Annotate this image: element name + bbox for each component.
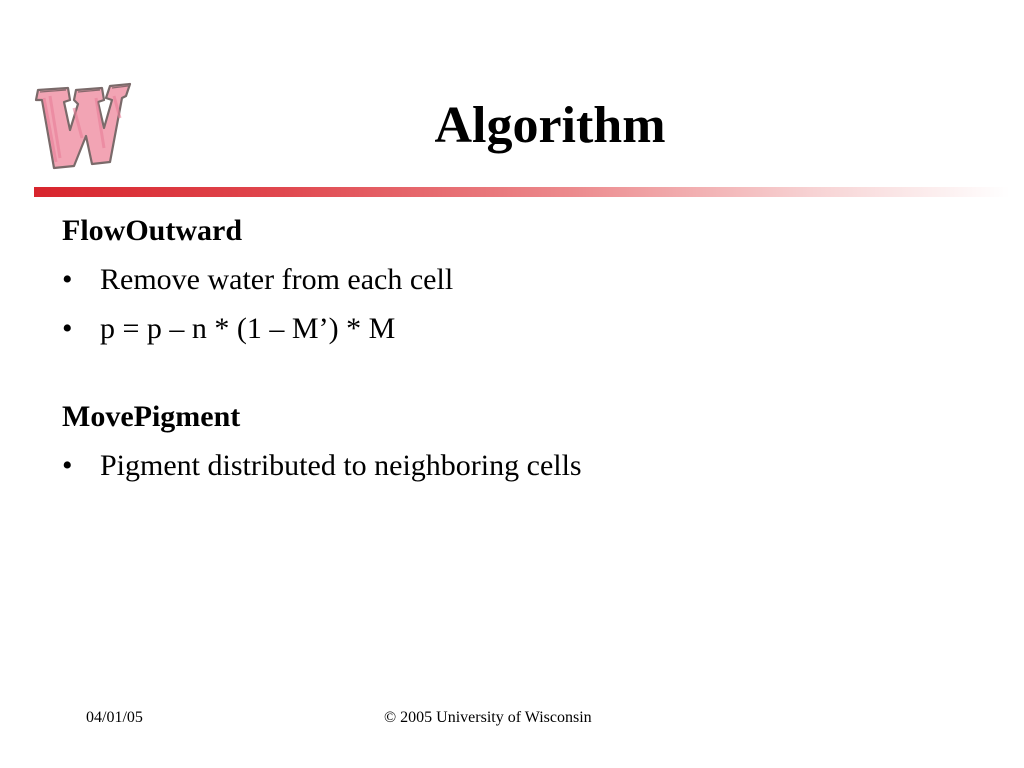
bullet-text: Remove water from each cell (100, 263, 454, 296)
footer-copyright: © 2005 University of Wisconsin (384, 709, 592, 726)
footer-date: 04/01/05 (86, 709, 143, 726)
section-spacer (62, 349, 982, 397)
slide-title: Algorithm (434, 97, 666, 154)
bullet-item (62, 446, 982, 486)
title-divider (34, 187, 1010, 197)
bullet-item (62, 309, 982, 349)
bullet-marker: • (62, 312, 73, 345)
bullet-marker: • (62, 263, 73, 296)
slide-body (62, 211, 982, 486)
bullet-item (62, 260, 982, 300)
bullet-marker: • (62, 449, 73, 482)
bullet-text: Pigment distributed to neighboring cells (100, 449, 582, 482)
wisconsin-w-logo-icon (30, 78, 132, 178)
section-heading-movepigment: MovePigment (62, 400, 241, 433)
bullet-text: p = p – n * (1 – M’) * M (100, 312, 396, 345)
section-heading-flowoutward: FlowOutward (62, 214, 242, 247)
